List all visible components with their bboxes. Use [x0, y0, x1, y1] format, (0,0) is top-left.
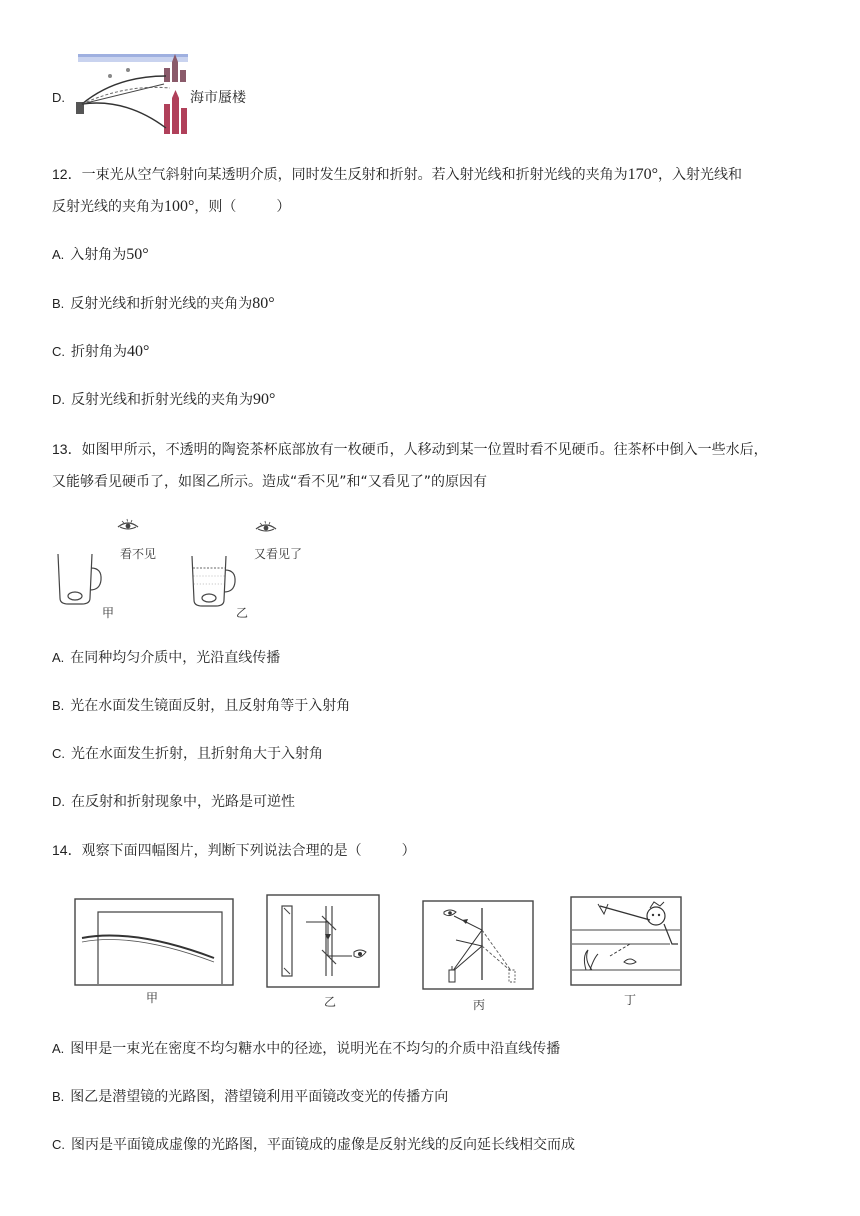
mirage-label: 海市蜃楼 — [190, 90, 246, 106]
eye-icon — [254, 520, 280, 534]
q12-stem-line2: 反射光线的夹角为100°，则（ ） — [52, 198, 291, 215]
q12-option-b: B. 反射光线和折射光线的夹角为80° — [52, 295, 275, 312]
mirage-image — [76, 54, 190, 136]
q11-option-d — [52, 88, 71, 108]
q13-stem-line2: 又能够看见硬币了，如图乙所示。造成“看不见”和“又看见了”的原因有 — [52, 474, 488, 490]
caption-ding: 丁 — [624, 993, 637, 1007]
caption-yi: 乙 — [236, 606, 249, 620]
q12-option-a: A. 入射角为50° — [52, 246, 149, 263]
figure-jia-sugar-water — [74, 898, 234, 988]
q14-stem: 14．观察下面四幅图片，判断下列说法合理的是（ ） — [52, 842, 416, 859]
caption-yi: 乙 — [324, 995, 337, 1009]
q12-option-c: C. 折射角为40° — [52, 343, 150, 360]
cup-empty-figure — [56, 552, 106, 606]
q14-option-b: B. 图乙是潜望镜的光路图，潜望镜利用平面镜改变光的传播方向 — [52, 1089, 449, 1105]
figure-yi-periscope — [266, 894, 380, 988]
q13-option-a: A. 在同种均匀介质中，光沿直线传播 — [52, 650, 281, 666]
caption-bing: 丙 — [473, 998, 486, 1012]
q13-option-b: B. 光在水面发生镜面反射，且反射角等于入射角 — [52, 698, 351, 714]
eye-icon — [116, 518, 142, 532]
figure-bing-plane-mirror — [422, 900, 534, 990]
q13-stem-line1: 13．如图甲所示，不透明的陶瓷茶杯底部放有一枚硬币，人移动到某一位置时看不见硬币。往茶杯中倒入一些水后， — [52, 441, 768, 458]
q13-option-d: D. 在反射和折射现象中，光路是可逆性 — [52, 794, 295, 810]
q13-option-c: C. 光在水面发生折射，且折射角大于入射角 — [52, 746, 323, 762]
q14-option-c: C. 图丙是平面镜成虚像的光路图，平面镜成的虚像是反射光线的反向延长线相交而成 — [52, 1137, 575, 1153]
see-again-label: 又看见了 — [254, 547, 303, 561]
q12-stem-line1: 12．一束光从空气斜射向某透明介质，同时发生反射和折射。若入射光线和折射光线的夹角为170°，入射光线和 — [52, 166, 742, 183]
cup-water-figure — [190, 554, 240, 608]
caption-jia: 甲 — [102, 606, 115, 620]
option-letter: D. — [52, 90, 65, 105]
q12-option-d: D. 反射光线和折射光线的夹角为90° — [52, 391, 276, 408]
cant-see-label: 看不见 — [120, 547, 157, 561]
figure-ding-spear-fish — [570, 896, 682, 986]
caption-jia: 甲 — [146, 991, 159, 1005]
q14-option-a: A. 图甲是一束光在密度不均匀糖水中的径迹，说明光在不均匀的介质中沿直线传播 — [52, 1041, 561, 1057]
